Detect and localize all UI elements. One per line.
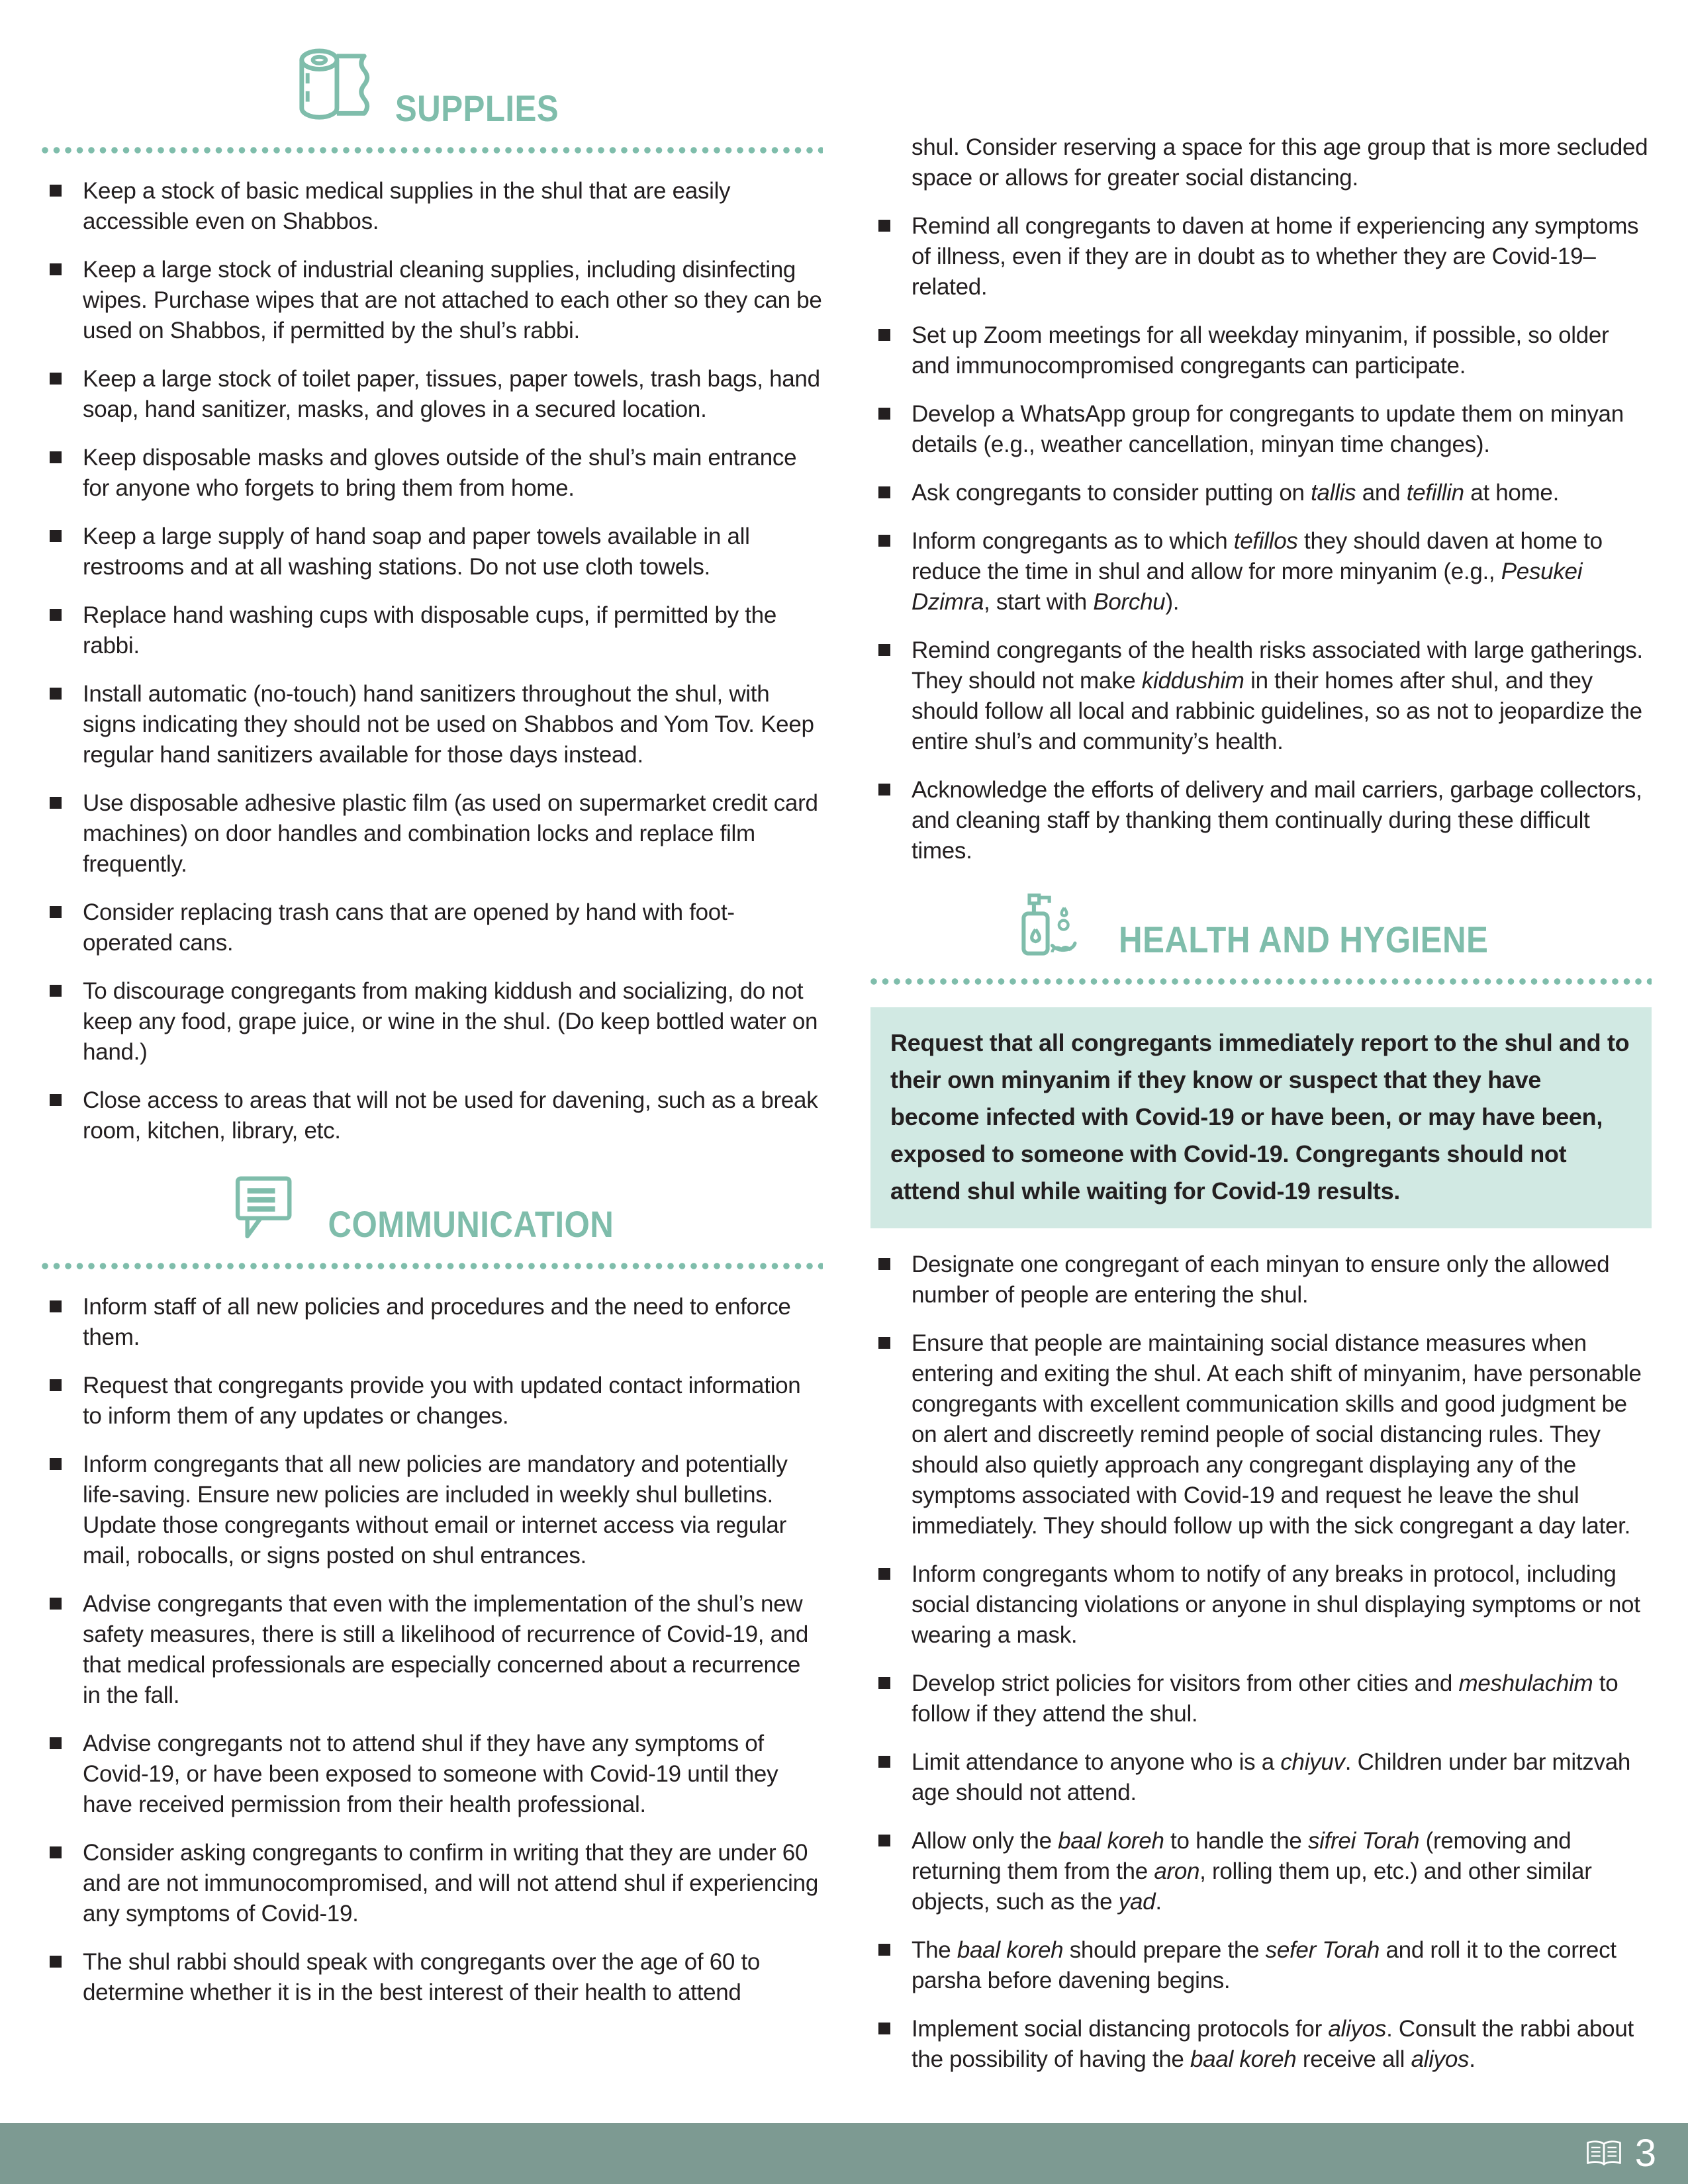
speech-bubble-icon <box>232 1173 298 1247</box>
dotted-divider <box>42 147 823 154</box>
list-item: Inform congregants whom to notify of any breaks in protocol, including social distancing violations or anyone in shul displaying symptoms or not wearing a mask. <box>870 1559 1652 1651</box>
list-item: Remind all congregants to daven at home if experiencing any symptoms of illness, even if they are in doubt as to whether they are Covid-19–related. <box>870 211 1652 302</box>
list-item: Ask congregants to consider putting on tallis and tefillin at home. <box>870 478 1652 508</box>
communication-title: COMMUNICATION <box>328 1203 614 1245</box>
list-item: Designate one congregant of each minyan to ensure only the allowed number of people are entering the shul. <box>870 1250 1652 1310</box>
left-column <box>42 40 823 2093</box>
list-item: Keep a large stock of industrial cleaning supplies, including disinfecting wipes. Purchase wipes that are not attached to each other so they can be used on Shabbos, if permitted by the shul’s rabbi. <box>42 255 823 346</box>
covid-report-highlight-box: Request that all congregants immediately report to the shul and to their own minyanim if they know or suspect that they have become infected with Covid-19 or have been, or may have been, exposed to someone with Covid-19. Congregants should not attend shul while waiting for Covid-19 results. <box>870 1007 1652 1228</box>
list-item: Close access to areas that will not be used for davening, such as a break room, kitchen, library, etc. <box>42 1085 823 1146</box>
list-item: Inform staff of all new policies and procedures and the need to enforce them. <box>42 1292 823 1353</box>
dotted-divider <box>42 1263 823 1269</box>
list-item: Ensure that people are maintaining social distance measures when entering and exiting the shul. At each shift of minyanim, have personable congregants with excellent communication skills and good judgment be on alert and discreetly remind people of social distancing rules. They should also quietly approach any congregant displaying any of the symptoms associated with Covid-19 and request he leave the shul immediately. They should follow up with the sick congregant a day later. <box>870 1328 1652 1541</box>
list-item: Inform congregants as to which tefillos they should daven at home to reduce the time in shul and allow for more minyanim (e.g., Pesukei Dzimra, start with Borchu). <box>870 526 1652 617</box>
dotted-divider <box>870 978 1652 985</box>
communication-list <box>42 1292 823 2008</box>
list-item: Limit attendance to anyone who is a chiyuv. Children under bar mitzvah age should not attend. <box>870 1747 1652 1808</box>
list-item: Advise congregants not to attend shul if they have any symptoms of Covid-19, or have been exposed to someone with Covid-19 until they have received permission from their health professional. <box>42 1729 823 1820</box>
supplies-header <box>42 44 823 131</box>
health-hygiene-title: HEALTH AND HYGIENE <box>1118 919 1489 960</box>
list-item: Consider replacing trash cans that are opened by hand with foot-operated cans. <box>42 897 823 958</box>
paper-towel-roll-icon <box>295 44 373 131</box>
list-item: Implement social distancing protocols for aliyos. Consult the rabbi about the possibility of having the baal koreh receive all aliyos. <box>870 2014 1652 2075</box>
list-item: Develop strict policies for visitors from other cities and meshulachim to follow if they attend the shul. <box>870 1668 1652 1729</box>
health-hygiene-list <box>870 1250 1652 2075</box>
list-item: Install automatic (no-touch) hand sanitizers throughout the shul, with signs indicating they should not be used on Shabbos and Yom Tov. Keep regular hand sanitizers available for those days instead. <box>42 679 823 770</box>
right-column <box>870 40 1652 2093</box>
list-item: Keep a stock of basic medical supplies in the shul that are easily accessible even on Shabbos. <box>42 176 823 237</box>
hand-sanitizer-icon <box>1009 884 1083 962</box>
list-item: Acknowledge the efforts of delivery and mail carriers, garbage collectors, and cleaning staff by thanking them continually during these difficult times. <box>870 775 1652 866</box>
continuation-paragraph: shul. Consider reserving a space for this age group that is more secluded space or allows for greater social distancing. <box>912 134 1648 191</box>
supplies-list <box>42 176 823 1146</box>
health-hygiene-header <box>870 884 1652 962</box>
list-item: Develop a WhatsApp group for congregants to update them on minyan details (e.g., weather cancellation, minyan time changes). <box>870 399 1652 460</box>
open-book-icon <box>1585 2138 1623 2169</box>
list-item: Inform congregants that all new policies are mandatory and potentially life-saving. Ensure new policies are included in weekly shul bulletins. Update those congregants without email or internet access via regular mail, robocalls, or signs posted on shul entrances. <box>42 1449 823 1571</box>
page-number: 3 <box>1634 2132 1656 2175</box>
communication-list-continued <box>870 211 1652 866</box>
list-item: Set up Zoom meetings for all weekday minyanim, if possible, so older and immunocompromised congregants can participate. <box>870 320 1652 381</box>
list-item: The baal koreh should prepare the sefer Torah and roll it to the correct parsha before davening begins. <box>870 1935 1652 1996</box>
list-item: Keep disposable masks and gloves outside of the shul’s main entrance for anyone who forgets to bring them from home. <box>42 443 823 504</box>
list-item: Use disposable adhesive plastic film (as used on supermarket credit card machines) on door handles and combination locks and replace film frequently. <box>42 788 823 880</box>
list-item: Replace hand washing cups with disposable cups, if permitted by the rabbi. <box>42 600 823 661</box>
communication-header <box>42 1173 823 1247</box>
page-footer <box>0 2123 1688 2184</box>
list-item: To discourage congregants from making kiddush and socializing, do not keep any food, grape juice, or wine in the shul. (Do keep bottled water on hand.) <box>42 976 823 1068</box>
list-item: Request that congregants provide you with updated contact information to inform them of any updates or changes. <box>42 1371 823 1432</box>
list-item: Keep a large supply of hand soap and paper towels available in all restrooms and at all washing stations. Do not use cloth towels. <box>42 522 823 582</box>
list-item: The shul rabbi should speak with congregants over the age of 60 to determine whether it is in the best interest of their health to attend <box>42 1947 823 2008</box>
supplies-title: SUPPLIES <box>395 87 559 129</box>
list-item: Allow only the baal koreh to handle the sifrei Torah (removing and returning them from the aron, rolling them up, etc.) and other similar objects, such as the yad. <box>870 1826 1652 1917</box>
list-item: Remind congregants of the health risks associated with large gatherings. They should not make kiddushim in their homes after shul, and they should follow all local and rabbinic guidelines, so as not to jeopardize the entire shul’s and community’s health. <box>870 635 1652 757</box>
list-item: Consider asking congregants to confirm in writing that they are under 60 and are not immunocompromised, and will not attend shul if experiencing any symptoms of Covid-19. <box>42 1838 823 1929</box>
list-item: Keep a large stock of toilet paper, tissues, paper towels, trash bags, hand soap, hand sanitizer, masks, and gloves in a secured location. <box>42 364 823 425</box>
list-item: Advise congregants that even with the implementation of the shul’s new safety measures, there is still a likelihood of recurrence of Covid-19, and that medical professionals are especially concerned about a recurrence in the fall. <box>42 1589 823 1711</box>
